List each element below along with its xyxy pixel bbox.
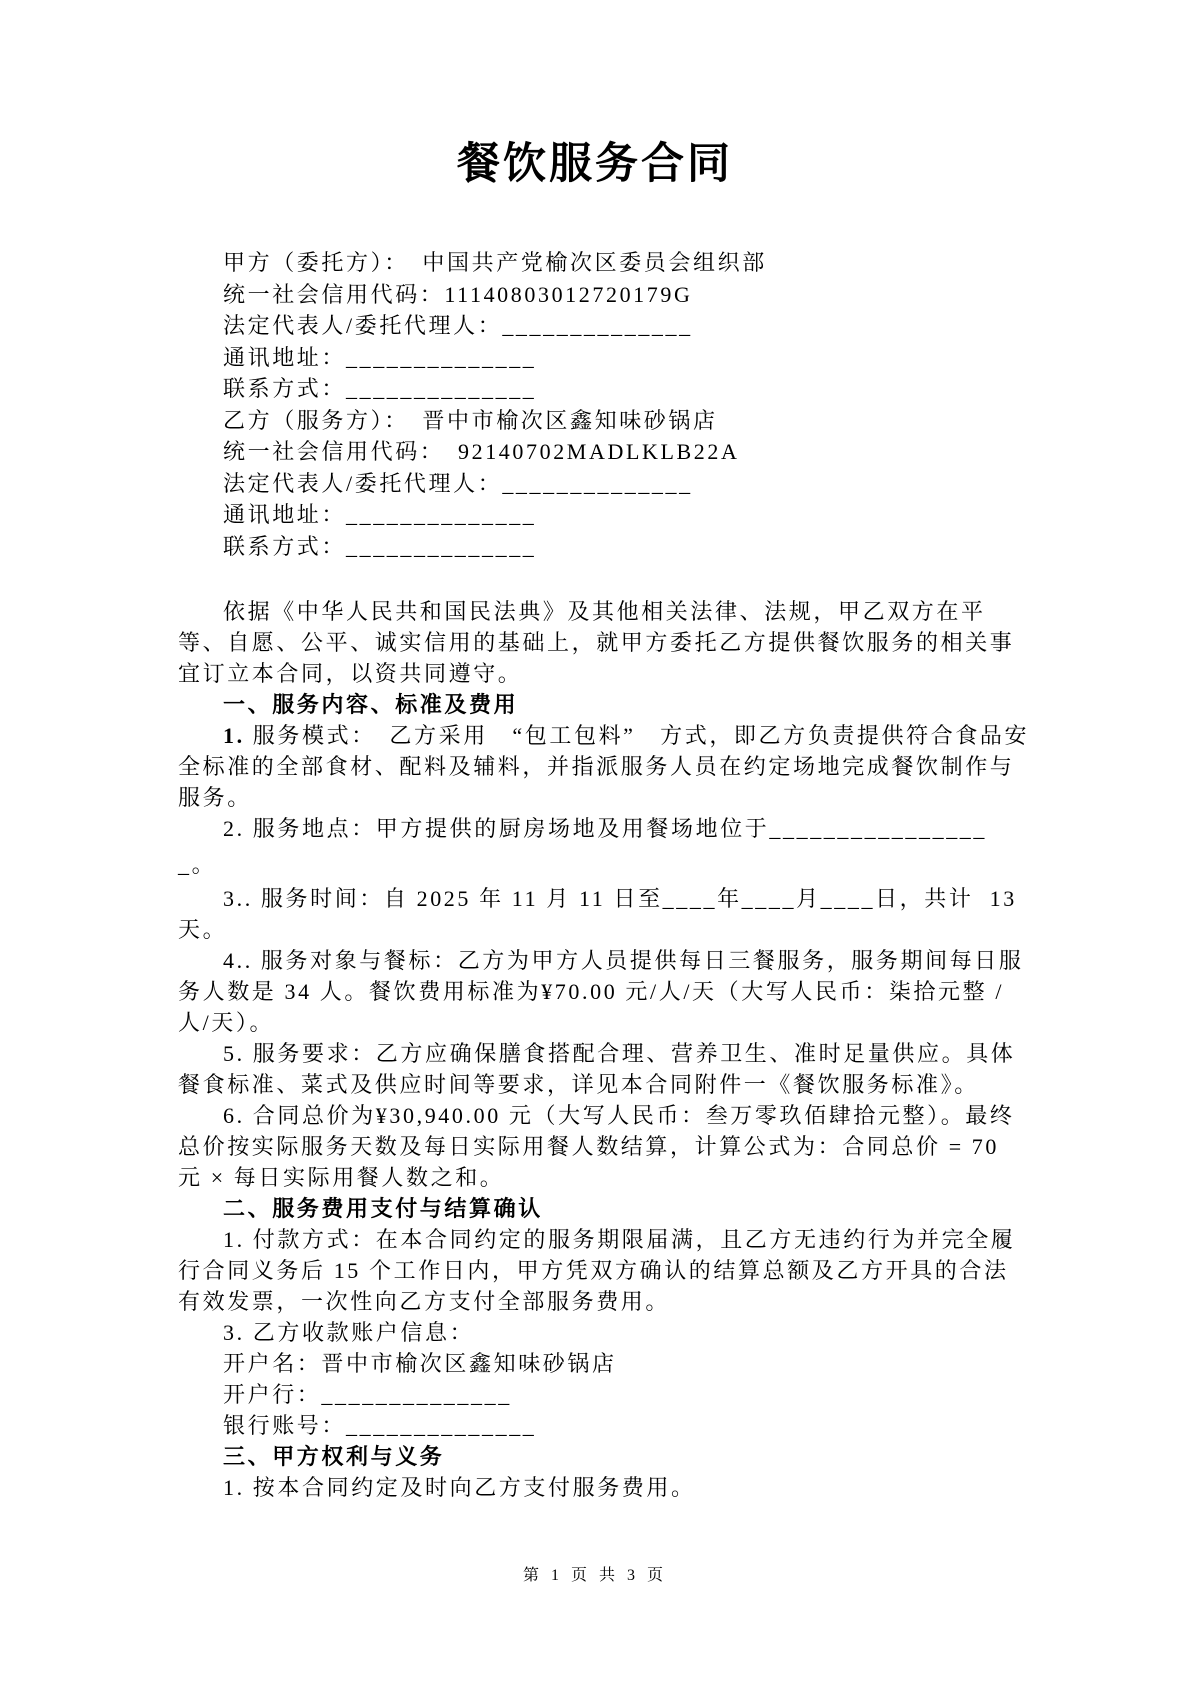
text-line: 1. 服务模式： 乙方采用 “包工包料” 方式，即乙方负责提供符合食品安 bbox=[223, 723, 1030, 748]
text-line: 人/天）。 bbox=[178, 1010, 275, 1035]
text-line: 天。 bbox=[178, 917, 228, 942]
party-line: 通讯地址：______________ bbox=[223, 344, 537, 370]
text-line: 1. 按本合同约定及时向乙方支付服务费用。 bbox=[223, 1475, 696, 1500]
text-line: 等、自愿、公平、诚实信用的基础上，就甲方委托乙方提供餐饮服务的相关事 bbox=[178, 630, 1015, 655]
text-line: 3.. 服务时间：自 2025 年 11 月 11 日至____年____月____日，共计 13 bbox=[223, 886, 1017, 911]
section-heading: 二、服务费用支付与结算确认 bbox=[223, 1196, 543, 1221]
text-line: 行合同义务后 15 个工作日内，甲方凭双方确认的结算总额及乙方开具的合法 bbox=[178, 1258, 1009, 1283]
party-line: 乙方（服务方）： 晋中市榆次区鑫知味砂锅店 bbox=[223, 407, 718, 433]
document-title: 餐饮服务合同 bbox=[457, 141, 733, 188]
text-line: 全标准的全部食材、配料及辅料，并指派服务人员在约定场地完成餐饮制作与 bbox=[178, 754, 1015, 779]
text-line: 开户名：晋中市榆次区鑫知味砂锅店 bbox=[223, 1351, 617, 1376]
text-line: 银行账号：______________ bbox=[223, 1413, 537, 1438]
text-line: 5. 服务要求：乙方应确保膳食搭配合理、营养卫生、准时足量供应。具体 bbox=[223, 1041, 1016, 1066]
party-line: 统一社会信用代码：11140803012720179G bbox=[223, 281, 693, 307]
text-line: 依据《中华人民共和国民法典》及其他相关法律、法规，甲乙双方在平 bbox=[223, 599, 986, 624]
text-line: 有效发票，一次性向乙方支付全部服务费用。 bbox=[178, 1289, 671, 1314]
text-line: 务人数是 34 人。餐饮费用标准为¥70.00 元/人/天（大写人民币：柒拾元整 / bbox=[178, 979, 1005, 1004]
section-heading: 一、服务内容、标准及费用 bbox=[223, 692, 519, 717]
text-line: 元 × 每日实际用餐人数之和。 bbox=[178, 1165, 505, 1190]
party-line: 法定代表人/委托代理人：______________ bbox=[223, 470, 693, 496]
text-line: 6. 合同总价为¥30,940.00 元（大写人民币：叁万零玖佰肆拾元整）。最终 bbox=[223, 1103, 1015, 1128]
text-line: _。 bbox=[178, 852, 217, 877]
party-line: 法定代表人/委托代理人：______________ bbox=[223, 313, 693, 338]
text-line: 开户行：______________ bbox=[223, 1382, 512, 1407]
party-line: 联系方式：______________ bbox=[223, 533, 537, 559]
text-line: 3. 乙方收款账户信息： bbox=[223, 1320, 475, 1345]
party-line: 甲方（委托方）： 中国共产党榆次区委员会组织部 bbox=[223, 250, 767, 275]
party-line: 联系方式：______________ bbox=[223, 376, 537, 401]
party-line: 通讯地址：______________ bbox=[223, 502, 537, 527]
contract-body bbox=[178, 596, 1030, 1503]
text-line: 餐食标准、菜式及供应时间等要求，详见本合同附件一《餐饮服务标准》。 bbox=[178, 1072, 979, 1097]
page-footer: 第 1 页 共 3 页 bbox=[522, 1567, 667, 1584]
text-line: 总价按实际服务天数及每日实际用餐人数结算，计算公式为：合同总价 = 70 bbox=[178, 1134, 1000, 1159]
text-line: 宜订立本合同，以资共同遵守。 bbox=[178, 661, 523, 686]
text-line: 服务。 bbox=[178, 785, 252, 810]
text-line: 2. 服务地点：甲方提供的厨房场地及用餐场地位于________________ bbox=[223, 816, 988, 841]
party-line: 统一社会信用代码： 92140702MADLKLB22A bbox=[223, 439, 740, 464]
text-line: 1. 付款方式：在本合同约定的服务期限届满，且乙方无违约行为并完全履 bbox=[223, 1227, 1016, 1252]
text-line: 4.. 服务对象与餐标：乙方为甲方人员提供每日三餐服务，服务期间每日服 bbox=[223, 948, 1024, 973]
section-heading: 三、甲方权利与义务 bbox=[223, 1444, 445, 1469]
party-block bbox=[178, 247, 1018, 562]
